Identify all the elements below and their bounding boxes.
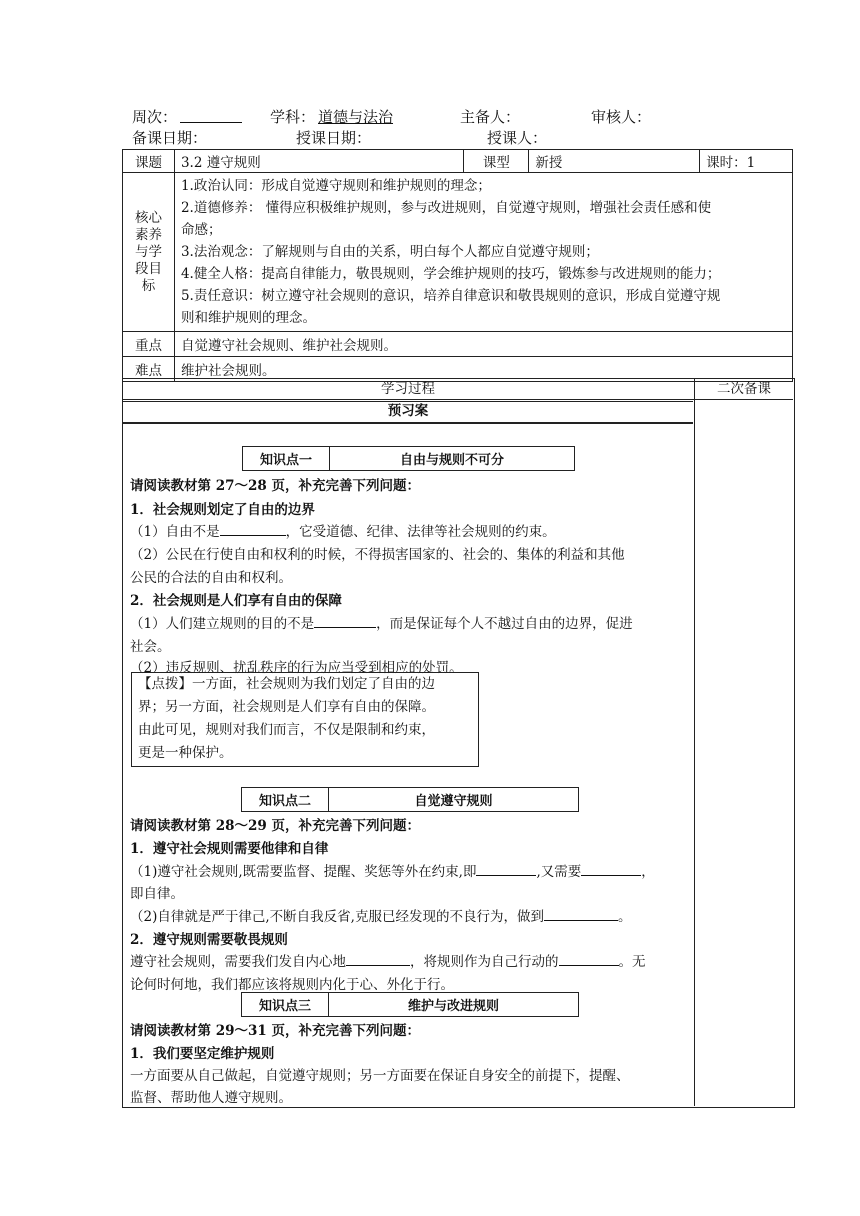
- topic-value: 3.2 遵守规则: [174, 150, 464, 173]
- core-goals: [174, 173, 792, 332]
- tip-box: [131, 672, 479, 767]
- kp2-line-4: [130, 950, 646, 970]
- kp1-line-3: 公民的合法的自由和权利。: [130, 570, 292, 586]
- fill-blank: [544, 908, 618, 921]
- kp1-tag: 知识点一: [243, 447, 330, 470]
- difficulty-value: 维护社会规则。: [174, 357, 792, 382]
- kp2-line-4b: ，将规则作为自己行动的: [410, 954, 559, 970]
- kp1-line-4: [130, 612, 633, 632]
- week-blank: [180, 110, 242, 123]
- week-label: 周次：: [132, 108, 178, 126]
- kp2-tag: 知识点二: [242, 788, 329, 811]
- fill-blank: [314, 615, 376, 628]
- type-value: 新授: [529, 150, 700, 173]
- kp1-title: 自由与规则不可分: [399, 453, 504, 468]
- tip-line: 界；另一方面，社会规则是人们享有自由的保障。: [138, 699, 435, 715]
- hours: 课时：1: [700, 150, 793, 173]
- knowledge-point-2-box: [241, 787, 579, 812]
- core-item: 则和维护规则的理念。: [180, 310, 316, 326]
- kp3-line-2: 监督、帮助他人遵守规则。: [130, 1090, 292, 1106]
- core-item: 4.健全人格：提高自律能力，敬畏规则，学会维护规则的技巧，锻炼参与改进规则的能力；: [180, 266, 721, 282]
- process-header-line: [122, 399, 793, 400]
- second-prep-title: 二次备课: [717, 381, 771, 397]
- kp2-instruction: 请阅读教材第 28～29 页，补充完善下列问题：: [130, 818, 420, 834]
- kp2-line-4c: 。无: [618, 954, 646, 970]
- kp2-line-2: 即自律。: [130, 886, 184, 902]
- knowledge-point-1-box: [242, 446, 575, 471]
- tip-line: 【点拨】一方面，社会规则为我们划定了自由的边: [138, 676, 435, 692]
- fill-blank: [581, 863, 641, 876]
- kp1-heading-1: 1．社会规则划定了自由的边界: [130, 502, 315, 518]
- kp2-line-1a: （1)遵守社会规则,既需要监督、提醒、奖惩等外在约束,即: [130, 864, 477, 880]
- kp3-heading-1: 1．我们要坚定维护规则: [130, 1046, 275, 1062]
- subject-label: 学科：: [270, 108, 316, 126]
- process-title: 学习过程: [381, 381, 435, 397]
- core-label: 核心素养与学段目标: [123, 173, 175, 332]
- kp1-instruction: 请阅读教材第 27～28 页，补充完善下列问题：: [130, 478, 420, 494]
- kp2-heading-1: 1．遵守社会规则需要他律和自律: [130, 841, 329, 857]
- tip-line: 由此可见，规则对我们而言，不仅是限制和约束，: [138, 722, 435, 738]
- kp1-heading-2: 2．社会规则是人们享有自由的保障: [130, 593, 342, 609]
- core-item: 命感；: [180, 222, 222, 238]
- kp2-line-1c: ，: [641, 864, 655, 880]
- kp2-heading-2: 2．遵守规则需要敬畏规则: [130, 932, 288, 948]
- reviewer-label: 审核人：: [591, 108, 652, 126]
- core-item: 1.政治认同：形成自觉遵守规则和维护规则的理念；: [180, 178, 491, 194]
- kp3-title: 维护与改进规则: [407, 999, 499, 1014]
- key-value: 自觉遵守社会规则、维护社会规则。: [174, 332, 792, 357]
- kp3-tag: 知识点三: [242, 993, 329, 1016]
- kp2-line-3b: 。: [617, 909, 632, 925]
- kp1-line-1b: ，它受道德、纪律、法律等社会规则的约束。: [285, 524, 556, 540]
- kp1-line-4b: ，而是保证每个人不越过自由的边界，促进: [376, 616, 633, 632]
- kp1-line-1: [130, 520, 556, 540]
- knowledge-point-3-box: [241, 992, 579, 1017]
- kp3-instruction: 请阅读教材第 29～31 页，补充完善下列问题：: [130, 1023, 420, 1039]
- core-item: 5.责任意识：树立遵守社会规则的意识，培养自律意识和敬畏规则的意识，形成自觉遵守规: [180, 288, 721, 304]
- fill-blank: [476, 863, 536, 876]
- core-item: 3.法治观念：了解规则与自由的关系，明白每个人都应自觉遵守规则；: [180, 244, 599, 260]
- fill-blank: [559, 953, 619, 966]
- tip-label: 【点拨】: [138, 676, 192, 692]
- subject-value: 道德与法治: [318, 108, 394, 126]
- prep-date-label: 备课日期：: [132, 129, 208, 147]
- key-label: 重点: [123, 332, 175, 357]
- teacher-label: 授课人：: [487, 129, 548, 147]
- teach-date-label: 授课日期：: [296, 129, 372, 147]
- kp1-line-4a: （1）人们建立规则的目的不是: [130, 616, 315, 632]
- kp2-line-1b: ,又需要: [536, 864, 582, 880]
- kp2-title: 自觉遵守规则: [414, 794, 493, 809]
- kp2-line-3: [130, 905, 631, 925]
- kp2-line-5: 论何时何地，我们都应该将规则内化于心、外化于行。: [130, 977, 454, 993]
- topic-label: 课题: [123, 150, 175, 173]
- lesson-info-table: [122, 149, 793, 382]
- kp1-line-1a: （1）自由不是: [130, 524, 220, 540]
- type-label: 课型: [464, 150, 529, 173]
- kp3-line-1: 一方面要从自己做起，自觉遵守规则；另一方面要在保证自身安全的前提下，提醒、: [130, 1068, 630, 1084]
- preview-title: 预习案: [387, 403, 429, 419]
- kp1-line-2: （2）公民在行使自由和权利的时候，不得损害国家的、社会的、集体的利益和其他: [130, 547, 625, 563]
- core-item: 2.道德修养： 懂得应积极维护规则，参与改进规则，自觉遵守规则，增强社会责任感和使: [180, 200, 712, 216]
- kp1-line-6: （2）违反规则、扰乱秩序的行为应当受到相应的处罚。: [130, 660, 463, 676]
- difficulty-label: 难点: [123, 357, 175, 382]
- kp2-line-4a: 遵守社会规则，需要我们发自内心地: [130, 954, 346, 970]
- fill-blank: [220, 523, 286, 536]
- tip-line: 更是一种保护。: [138, 745, 233, 761]
- kp2-line-1: [130, 860, 655, 880]
- kp1-line-5: 社会。: [130, 639, 171, 655]
- lead-prep-label: 主备人：: [460, 108, 521, 126]
- fill-blank: [346, 953, 410, 966]
- process-divider: [694, 378, 695, 1106]
- kp2-line-3a: （2)自律就是严于律己,不断自我反省,克服已经发现的不良行为，做到: [130, 909, 544, 925]
